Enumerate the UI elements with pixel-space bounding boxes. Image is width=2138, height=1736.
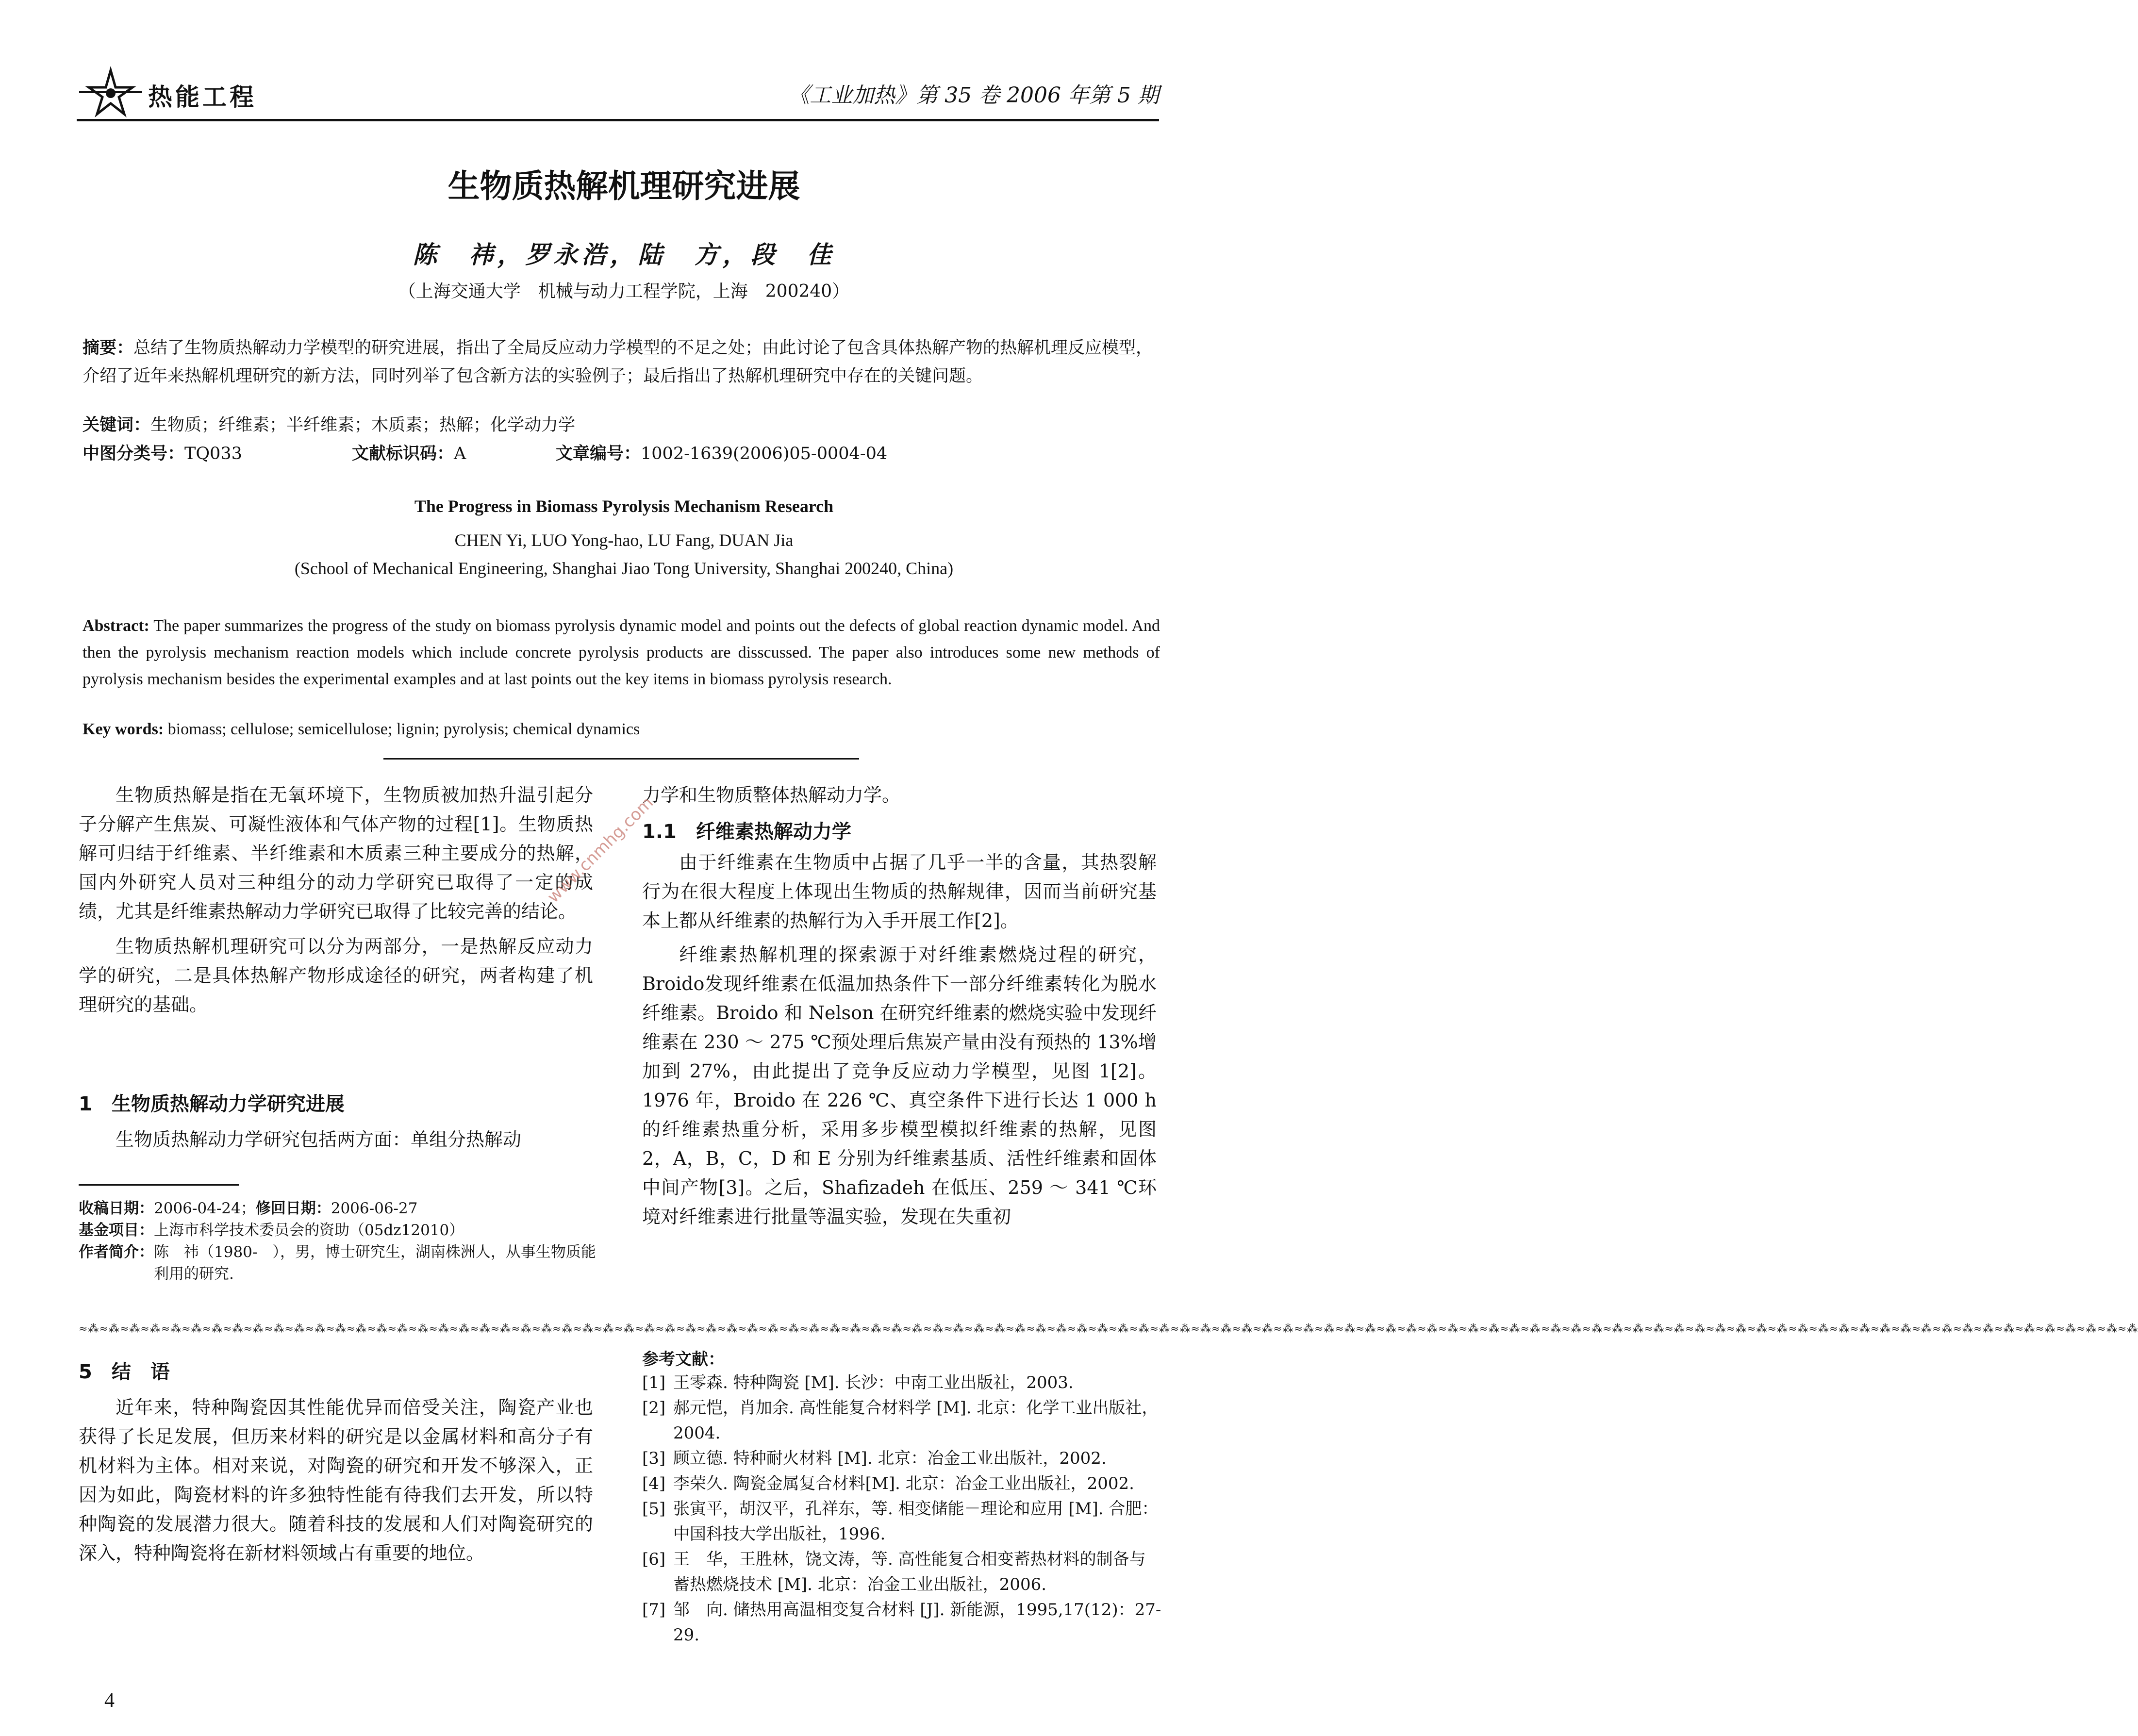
reference-number: [4] — [642, 1474, 666, 1493]
classification-row — [83, 440, 1160, 464]
reference-text: 邹 向. 储热用高温相变复合材料 [J]. 新能源，1995,17(12)：27-29. — [673, 1600, 1161, 1645]
english-title: The Progress in Biomass Pyrolysis Mechanism Research — [414, 496, 834, 516]
revised-label: 修回日期： — [255, 1200, 331, 1217]
section-name: 热能工程 — [148, 83, 257, 111]
clc-value: TQ033 — [184, 444, 242, 463]
english-authors: CHEN Yi, LUO Yong-hao, LU Fang, DUAN Jia — [454, 530, 794, 550]
abstract-cn-text: 总结了生物质热解动力学模型的研究进展，指出了全局反应动力学模型的不足之处；由此讨论了包含具体热解产物的热解机理反应模型，介绍了近年来热解机理研究的新方法，同时列举了包含新方法的实验例子；最后指出了热解机理研究中存在的关键问题。 — [83, 338, 1153, 386]
references-list — [642, 1370, 1161, 1648]
fund-label: 基金项目： — [79, 1222, 154, 1239]
section-1-heading: 1 生物质热解动力学研究进展 — [79, 1093, 345, 1115]
author-bio-text: 陈 祎（1980- ），男，博士研究生，湖南株洲人，从事生物质能利用的研究. — [154, 1243, 596, 1283]
header-rule — [77, 119, 1159, 121]
reference-number: [3] — [642, 1449, 666, 1468]
reference-number: [6] — [642, 1550, 666, 1569]
separator-rule — [383, 758, 859, 760]
article-no — [556, 440, 887, 464]
reference-text: 顾立德. 特种耐火材料 [M]. 北京：冶金工业出版社，2002. — [673, 1449, 1107, 1468]
clc — [83, 440, 352, 464]
reference-number: [7] — [642, 1600, 666, 1620]
doc-code-value: A — [454, 444, 466, 463]
keywords-en — [83, 720, 640, 739]
journal-logo — [77, 68, 145, 116]
section-1-1-paragraph-1: 由于纤维素在生物质中占据了几乎一半的含量，其热裂解行为在很大程度上体现出生物质的热解规律，因而当前研究基本上都从纤维素的热解行为入手开展工作[2]。 — [642, 852, 1157, 931]
section-1-1-text — [642, 848, 1157, 1231]
page-number: 4 — [104, 1689, 115, 1712]
intro-paragraph-2: 生物质热解机理研究可以分为两部分，一是热解反应动力学的研究，二是具体热解产物形成途径的研究，两者构建了机理研究的基础。 — [79, 936, 593, 1015]
authors: 陈 祎，罗永浩，陆 方，段 佳 — [413, 240, 835, 269]
intro-paragraph-1: 生物质热解是指在无氧环境下，生物质被加热升温引起分子分解产生焦炭、可凝性液体和气体产物的过程[1]。生物质热解可归结于纤维素、半纤维素和木质素三种主要成分的热解，国内外研究人员对三种组分的动力学研究已取得了一定的成绩，尤其是纤维素热解动力学研究已取得了比较完善的结论。 — [79, 784, 593, 922]
abstract-cn-label: 摘要： — [83, 338, 134, 358]
section-5-text — [79, 1393, 593, 1568]
footnotes — [79, 1198, 603, 1285]
section-5-heading: 5 结 语 — [79, 1361, 170, 1383]
received-label: 收稿日期： — [79, 1200, 154, 1217]
references-heading: 参考文献： — [642, 1350, 725, 1369]
reference-item — [642, 1597, 1161, 1648]
intro-section — [79, 780, 593, 1019]
revised-date: 2006-06-27 — [331, 1200, 418, 1217]
reference-item — [642, 1496, 1161, 1547]
abstract-cn — [83, 334, 1160, 390]
doc-code — [352, 440, 556, 464]
english-affiliation: (School of Mechanical Engineering, Shanghai Jiao Tong University, Shanghai 200240, China) — [294, 559, 954, 578]
clc-label: 中图分类号： — [83, 444, 185, 463]
reference-text: 郝元恺，肖加余. 高性能复合材料学 [M]. 北京：化学工业出版社，2004. — [673, 1398, 1159, 1443]
footnote-author — [79, 1241, 603, 1285]
watermark: www.cnmhg.com — [544, 793, 658, 907]
abstract-en — [83, 612, 1160, 693]
reference-number: [5] — [642, 1499, 666, 1519]
right-column-top: 力学和生物质整体热解动力学。 — [642, 784, 901, 806]
fund-text: 上海市科学技术委员会的资助（05dz12010） — [154, 1222, 464, 1239]
footnote-dates — [79, 1198, 603, 1220]
reference-text: 李荣久. 陶瓷金属复合材料[M]. 北京：冶金工业出版社，2002. — [673, 1474, 1134, 1493]
keywords-en-text: biomass; cellulose; semicellulose; lignin; pyrolysis; chemical dynamics — [167, 720, 640, 738]
paper-title: 生物质热解机理研究进展 — [447, 167, 800, 205]
abstract-en-label: Abstract: — [83, 617, 149, 635]
article-no-value: 1002-1639(2006)05-0004-04 — [641, 444, 888, 463]
reference-item — [642, 1471, 1161, 1496]
affiliation: （上海交通大学 机械与动力工程学院，上海 200240） — [398, 281, 850, 301]
reference-number: [1] — [642, 1373, 666, 1392]
footnote-fund — [79, 1220, 603, 1241]
reference-item — [642, 1446, 1161, 1471]
keywords-cn-text: 生物质；纤维素；半纤维素；木质素；热解；化学动力学 — [150, 415, 576, 435]
section-5-paragraph: 近年来，特种陶瓷因其性能优异而倍受关注，陶瓷产业也获得了长足发展，但历来材料的研究是以金属材料和高分子有机材料为主体。相对来说，对陶瓷的研究和开发不够深入，正因为如此，陶瓷材料的许多独特性能有待我们去开发，所以特种陶瓷的发展潜力很大。随着科技的发展和人们对陶瓷研究的深入，特种陶瓷将在新材料领域占有重要的地位。 — [79, 1397, 593, 1564]
footnote-rule — [79, 1184, 239, 1186]
reference-text: 王零森. 特种陶瓷 [M]. 长沙：中南工业出版社，2003. — [673, 1373, 1074, 1392]
keywords-cn — [83, 412, 575, 436]
reference-text: 张寅平，胡汉平，孔祥东，等. 相变储能－理论和应用 [M]. 合肥：中国科技大学出版社，1996. — [673, 1499, 1159, 1544]
reference-item — [642, 1370, 1161, 1395]
section-1-text — [79, 1125, 593, 1154]
ornament-divider: ≈⁂≈⁂≈⁂≈⁂≈⁂≈⁂≈⁂≈⁂≈⁂≈⁂≈⁂≈⁂≈⁂≈⁂≈⁂≈⁂≈⁂≈⁂≈⁂≈⁂≈⁂≈⁂≈⁂≈⁂≈⁂≈⁂≈⁂≈⁂≈⁂≈⁂≈⁂≈⁂≈⁂≈⁂≈⁂≈⁂≈⁂≈⁂≈⁂≈⁂≈⁂≈⁂≈⁂≈⁂≈⁂≈⁂≈⁂≈⁂≈⁂≈⁂≈⁂≈⁂≈⁂≈⁂≈⁂≈⁂≈⁂≈⁂≈⁂≈⁂≈⁂≈⁂≈⁂≈⁂≈⁂≈⁂≈⁂≈⁂≈⁂≈⁂≈⁂≈⁂≈⁂≈⁂≈⁂≈⁂≈⁂≈⁂≈⁂≈⁂≈⁂≈⁂≈⁂≈⁂≈⁂≈⁂≈⁂≈⁂≈⁂≈⁂≈⁂≈⁂≈⁂≈⁂≈⁂≈⁂≈⁂≈⁂≈⁂≈⁂ — [79, 1323, 2138, 1335]
article-no-label: 文章编号： — [556, 444, 641, 463]
section-1-1-paragraph-2: 纤维素热解机理的探索源于对纤维素燃烧过程的研究，Broido发现纤维素在低温加热条件下一部分纤维素转化为脱水纤维素。Broido 和 Nelson 在研究纤维素的燃烧实验中发现纤维素在 230 ～ 275 ℃预处理后焦炭产量由没有预热的 13%增加到 27%，由此提出了竞争反应动力学模型，见图 1[2]。1976 年，Broido 在 226 ℃、真空条件下进行长达 1 000 h 的纤维素热重分析，采用多步模型模拟纤维素的热解，见图 2，A，B，C，D 和 E 分别为纤维素基质、活性纤维素和固体中间产物[3]。之后，Shafizadeh 在低压、259 ～ 341 ℃环境对纤维素进行批量等温实验，发现在失重初 — [642, 944, 1157, 1227]
keywords-en-label: Key words: — [83, 720, 164, 738]
reference-number: [2] — [642, 1398, 666, 1418]
journal-issue: 《工业加热》第 35 卷 2006 年第 5 期 — [788, 83, 1159, 108]
reference-item — [642, 1395, 1161, 1446]
keywords-cn-label: 关键词： — [83, 415, 151, 435]
abstract-en-text: The paper summarizes the progress of the study on biomass pyrolysis dynamic model and points out the defects of global reaction dynamic model. And then the pyrolysis mechanism reaction models which include concrete pyrolysis products are disscussed. The paper also introduces some new methods of pyrolysis mechanism besides the experimental examples and at last points out the key items in biomass pyrolysis research. — [83, 617, 1160, 688]
received-date: 2006-04-24； — [154, 1200, 256, 1217]
author-bio-label: 作者简介： — [79, 1243, 154, 1261]
reference-text: 王 华，王胜林，饶文涛，等. 高性能复合相变蓄热材料的制备与蓄热燃烧技术 [M]. 北京：冶金工业出版社，2006. — [673, 1550, 1146, 1594]
reference-item — [642, 1547, 1161, 1597]
section-1-paragraph: 生物质热解动力学研究包括两方面：单组分热解动 — [116, 1129, 522, 1150]
section-1-1-heading: 1.1 纤维素热解动力学 — [642, 821, 851, 843]
doc-code-label: 文献标识码： — [352, 444, 454, 463]
